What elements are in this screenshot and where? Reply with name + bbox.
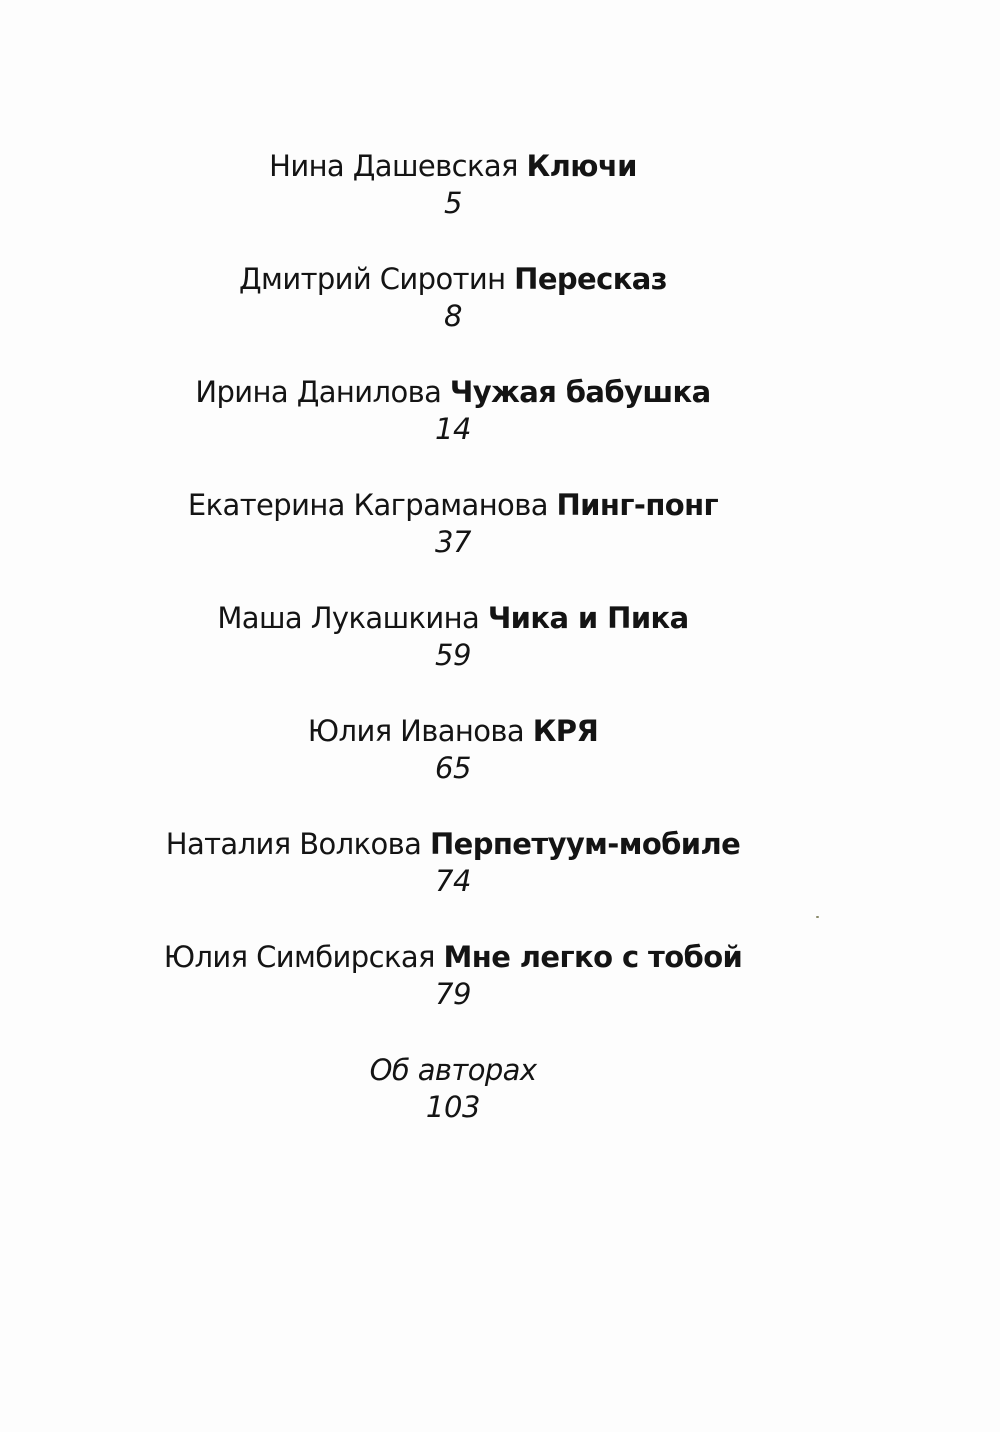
toc-page-number: 103 [425, 1090, 481, 1124]
toc-entry [0, 599, 906, 712]
toc-author: Ирина Данилова [195, 375, 442, 409]
toc-page-number: 74 [434, 864, 472, 898]
toc-author: Дмитрий Сиротин [238, 262, 506, 296]
toc-entry-heading [0, 147, 906, 185]
toc-about-label: Об авторах [369, 1053, 537, 1087]
toc-page-number: 79 [434, 977, 472, 1011]
toc-entry-heading [0, 599, 906, 637]
toc-entry [0, 260, 906, 373]
toc-entry-heading [0, 373, 906, 411]
toc-entry-about-authors [0, 1051, 906, 1164]
toc-author: Юлия Иванова [307, 714, 525, 748]
toc-author: Маша Лукашкина [217, 601, 480, 635]
toc-work-title: Перпетуум-мобиле [429, 827, 741, 861]
toc-author: Екатерина Каграманова [187, 488, 548, 522]
toc-entry [0, 147, 906, 260]
toc-entry [0, 712, 906, 825]
toc-work-title: Пересказ [514, 262, 668, 296]
toc-work-title: Чужая бабушка [449, 375, 711, 409]
toc-page-number: 8 [443, 299, 463, 333]
toc-page-number: 14 [434, 412, 472, 446]
toc-page-number: 59 [434, 638, 472, 672]
toc-work-title: Мне легко с тобой [443, 940, 743, 974]
toc-page-number: 37 [434, 525, 472, 559]
table-of-contents [0, 147, 906, 1164]
toc-author: Юлия Симбирская [163, 940, 435, 974]
toc-entry-heading [0, 938, 906, 976]
paper-speck [816, 916, 819, 918]
toc-entry-heading [0, 712, 906, 750]
toc-entry-heading [0, 825, 906, 863]
toc-author: Нина Дашевская [269, 149, 518, 183]
toc-work-title: Пинг-понг [556, 488, 719, 522]
toc-entry [0, 373, 906, 486]
toc-work-title: КРЯ [532, 714, 599, 748]
toc-entry-heading [0, 260, 906, 298]
toc-entry [0, 486, 906, 599]
toc-work-title: Чика и Пика [487, 601, 689, 635]
toc-entry [0, 825, 906, 938]
toc-page-number: 5 [443, 186, 463, 220]
toc-entry [0, 938, 906, 1051]
toc-work-title: Ключи [526, 149, 637, 183]
toc-page-number: 65 [434, 751, 472, 785]
toc-entry-heading [0, 486, 906, 524]
toc-author: Наталия Волкова [165, 827, 422, 861]
